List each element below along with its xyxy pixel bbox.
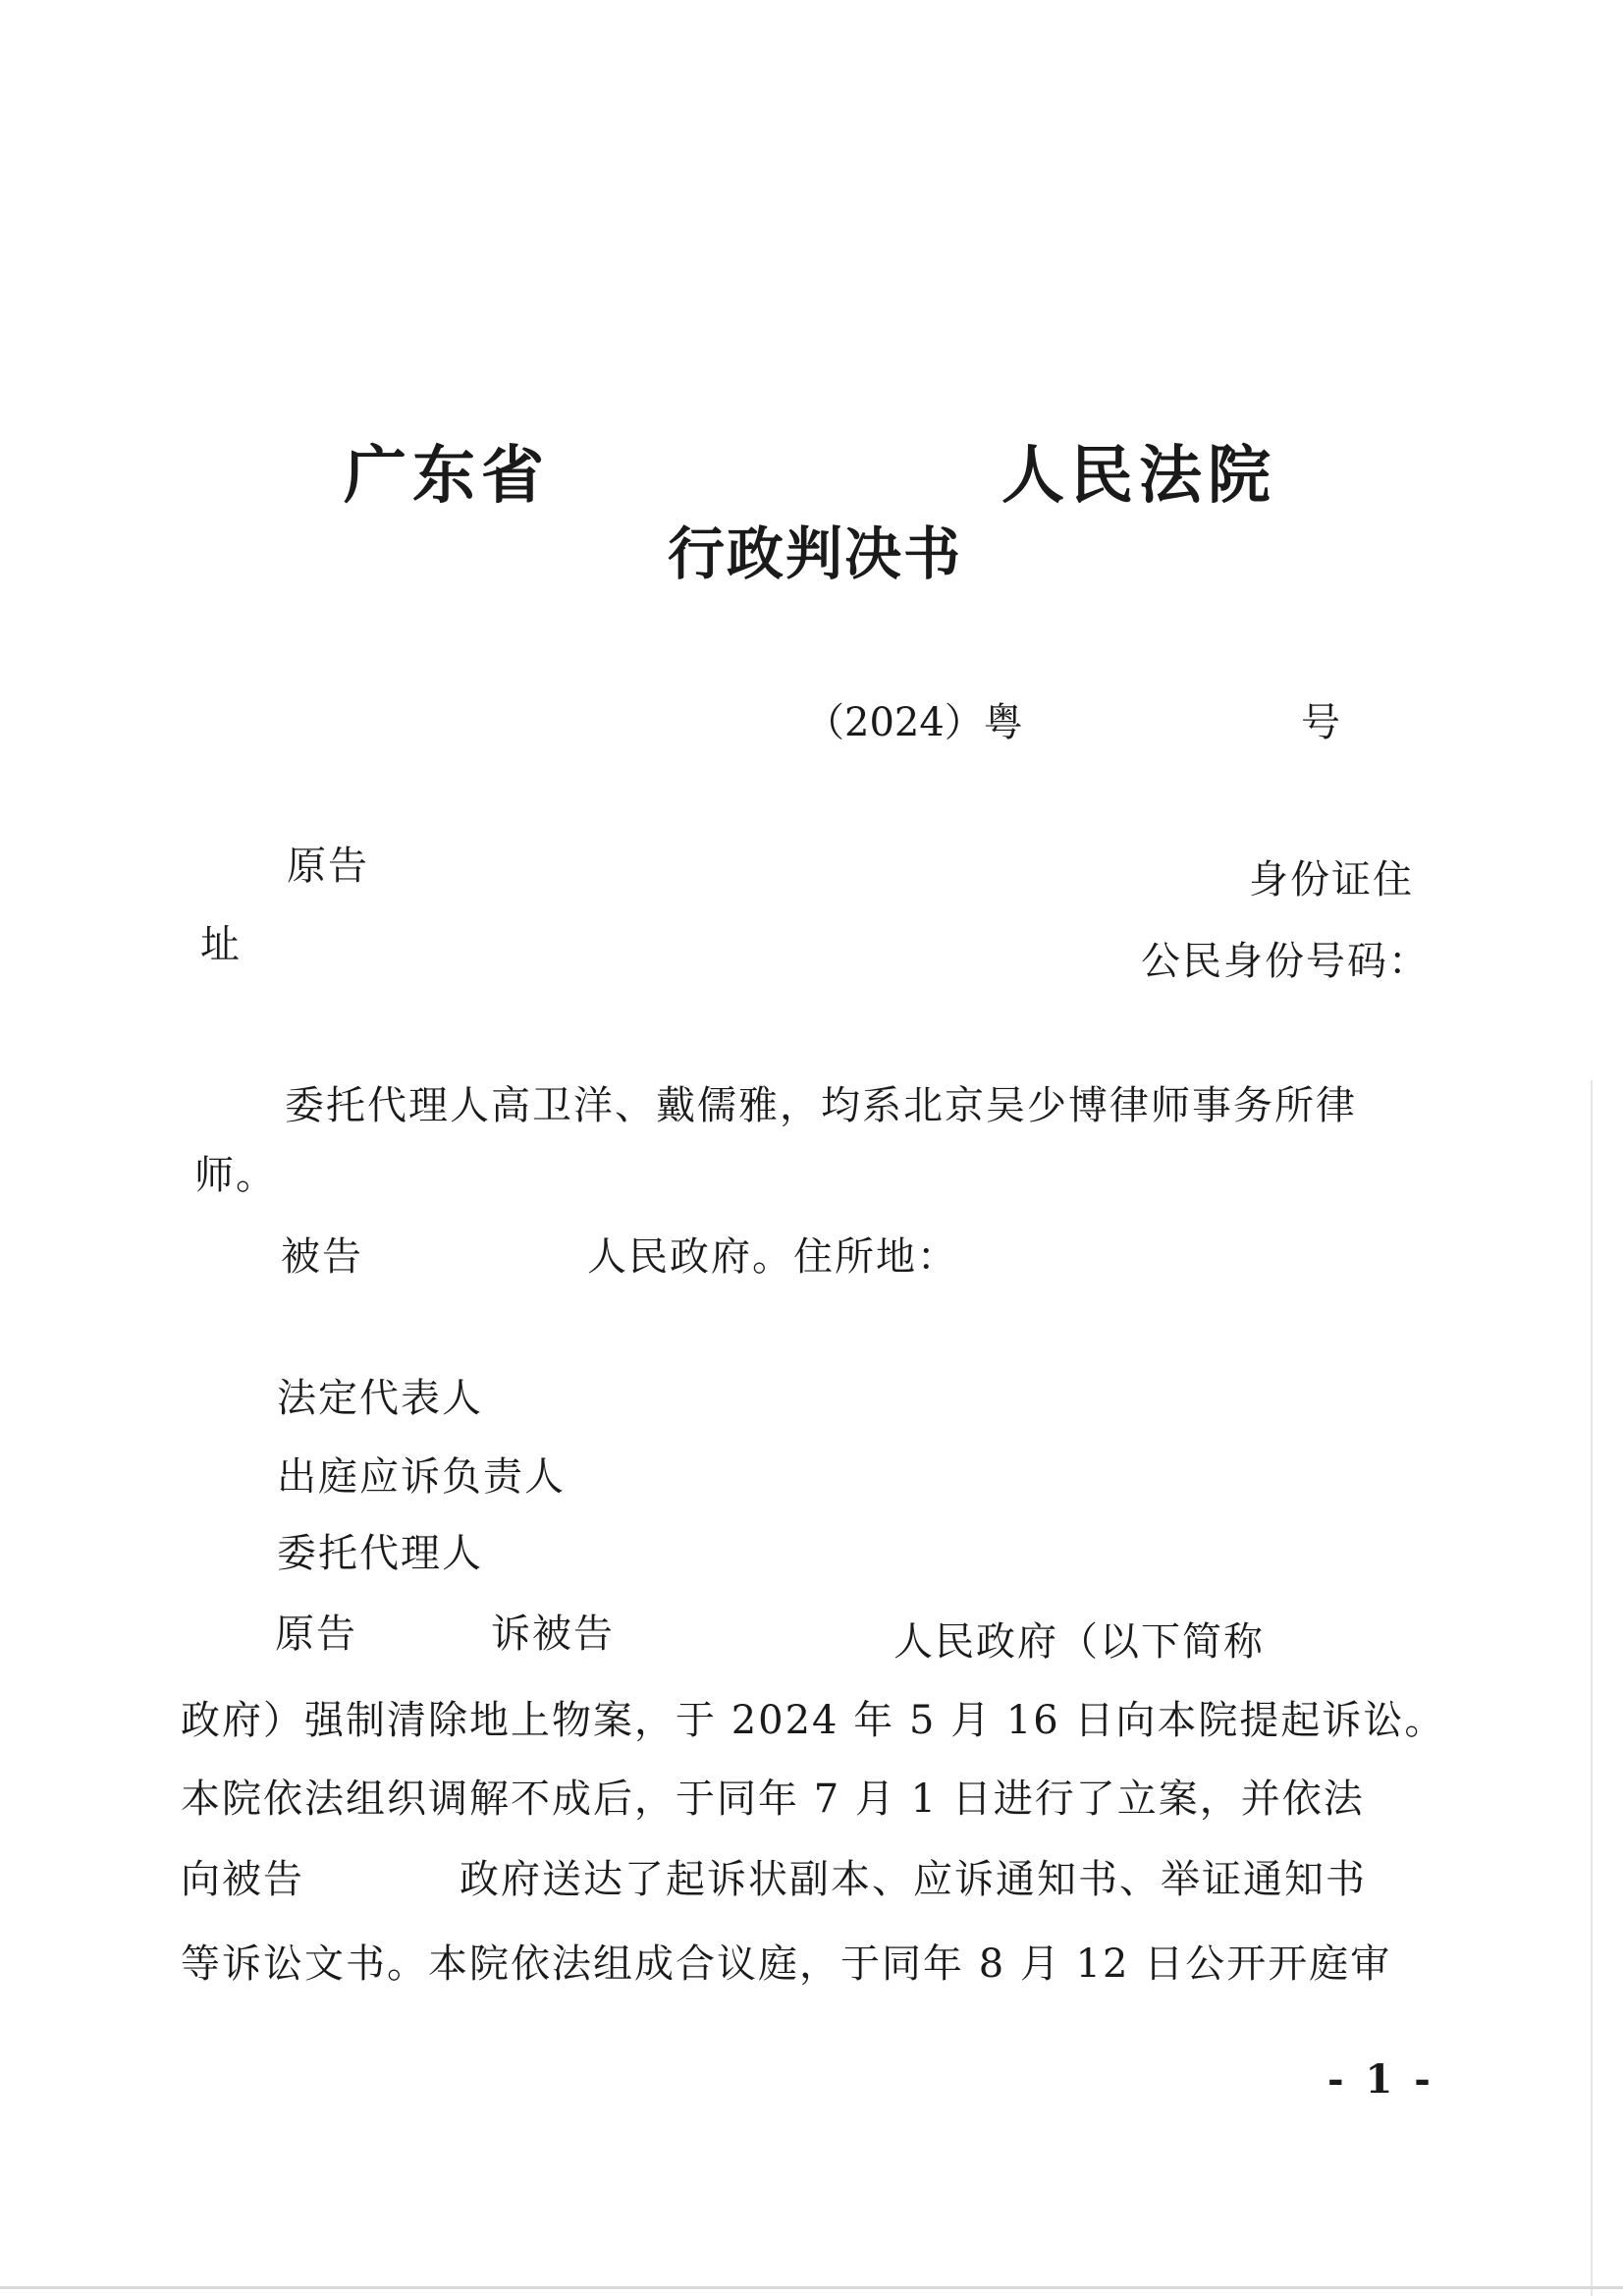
body-line-3: 本院依法组织调解不成后，于同年 7 月 1 日进行了立案，并依法: [181, 1777, 1365, 1822]
case-number-prefix: （2024）粤: [805, 700, 1023, 745]
legal-representative-label: 法定代表人: [277, 1376, 483, 1421]
scan-bottom-edge: [0, 2286, 1623, 2289]
court-province: 广东省: [344, 439, 550, 513]
plaintiff-agent-line-2: 师。: [194, 1153, 277, 1198]
plaintiff-label: 原告: [287, 844, 369, 889]
body-sues-defendant: 诉被告: [491, 1612, 615, 1657]
plaintiff-id-address-label: 身份证住: [1249, 857, 1414, 902]
defendant-agent-label: 委托代理人: [277, 1531, 483, 1576]
body-government-abbrev: 人民政府（以下简称: [893, 1619, 1265, 1665]
defendant-text: 人民政府。住所地：: [587, 1234, 958, 1280]
plaintiff-agent-line-1: 委托代理人高卫洋、戴儒雅，均系北京吴少博律师事务所律: [285, 1083, 1357, 1128]
page-number: - 1 -: [1327, 2056, 1434, 2103]
court-suffix: 人民法院: [1001, 439, 1276, 513]
body-line-5: 等诉讼文书。本院依法组成合议庭，于同年 8 月 12 日公开开庭审: [181, 1941, 1392, 1987]
court-appearance-responsible-label: 出庭应诉负责人: [277, 1454, 566, 1500]
defendant-label: 被告: [281, 1234, 363, 1280]
plaintiff-id-number-label: 公民身份号码：: [1141, 939, 1430, 984]
body-line-4-start: 向被告: [181, 1857, 304, 1902]
document-type-title: 行政判决书: [668, 520, 963, 587]
case-number-suffix: 号: [1301, 700, 1340, 745]
body-line-4-end: 政府送达了起诉状副本、应诉通知书、举证通知书: [460, 1857, 1367, 1902]
body-plaintiff-label: 原告: [275, 1612, 357, 1657]
scan-edge-line: [1591, 1080, 1593, 2296]
plaintiff-address-continued: 址: [200, 922, 242, 967]
body-line-2: 政府）强制清除地上物案，于 2024 年 5 月 16 日向本院提起诉讼。: [181, 1698, 1446, 1743]
